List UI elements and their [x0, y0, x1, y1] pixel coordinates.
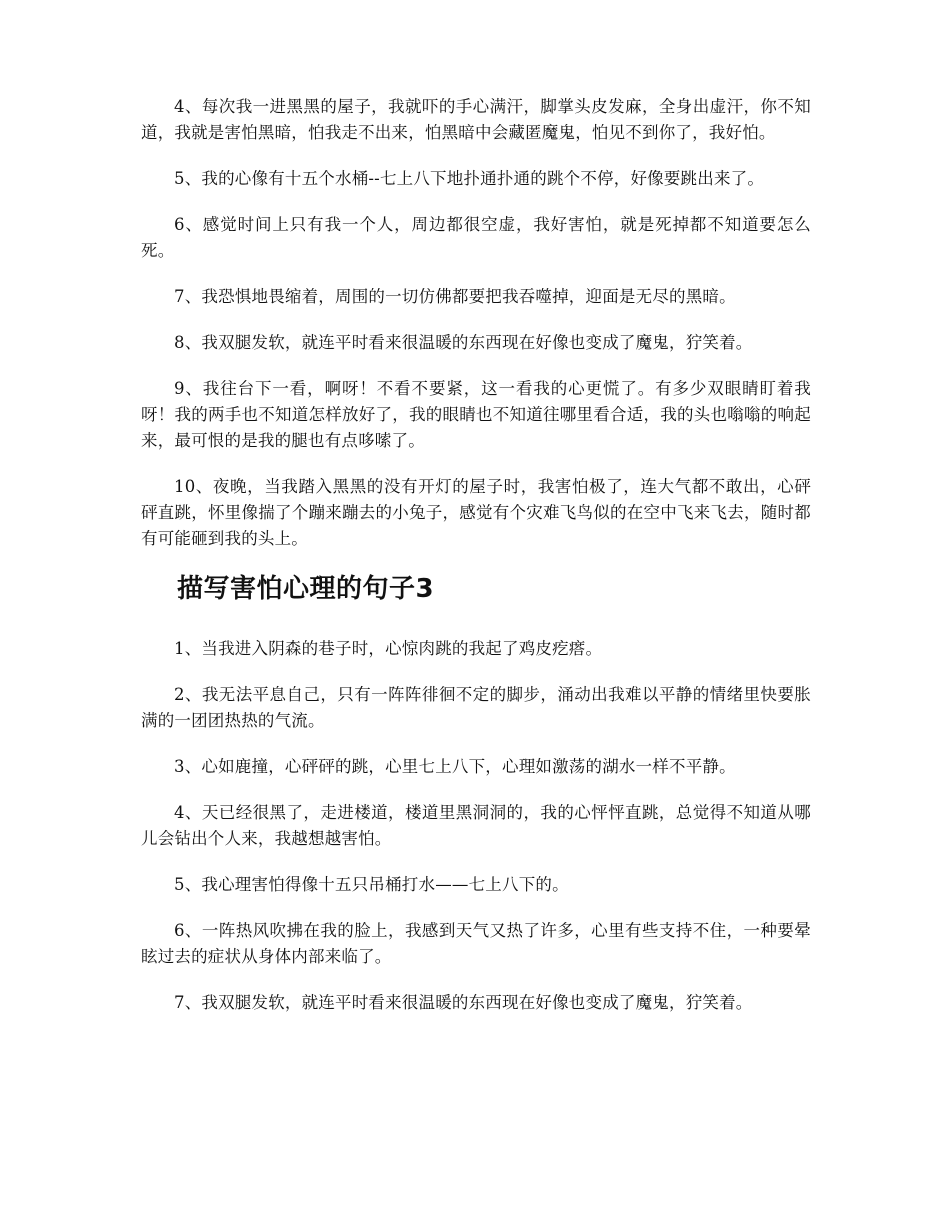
paragraph: 8、我双腿发软，就连平时看来很温暖的东西现在好像也变成了魔鬼，狞笑着。 — [174, 333, 753, 352]
document-body — [141, 94, 811, 1036]
paragraph: 4、天已经很黑了，走进楼道，楼道里黑洞洞的，我的心怦怦直跳，总觉得不知道从哪儿会钻出个人来，我越想越害怕。 — [141, 803, 811, 848]
paragraph: 5、我心理害怕得像十五只吊桶打水——七上八下的。 — [174, 875, 569, 894]
paragraph: 1、当我进入阴森的巷子时，心惊肉跳的我起了鸡皮疙瘩。 — [174, 639, 603, 658]
paragraph: 10、夜晚，当我踏入黑黑的没有开灯的屋子时，我害怕极了，连大气都不敢出，心砰砰直跳，怀里像揣了个蹦来蹦去的小兔子，感觉有个灾难飞鸟似的在空中飞来飞去，随时都有可能砸到我的头上。 — [141, 477, 811, 548]
paragraph: 2、我无法平息自己，只有一阵阵徘徊不定的脚步，涌动出我难以平静的情绪里快要胀满的一团团热热的气流。 — [141, 685, 811, 730]
paragraph: 7、我恐惧地畏缩着，周围的一切仿佛都要把我吞噬掉，迎面是无尽的黑暗。 — [174, 287, 736, 306]
paragraph: 3、心如鹿撞，心砰砰的跳，心里七上八下，心理如激荡的湖水一样不平静。 — [174, 757, 736, 776]
section-heading: 描写害怕心理的句子3 — [177, 574, 435, 604]
paragraph: 5、我的心像有十五个水桶--七上八下地扑通扑通的跳个不停，好像要跳出来了。 — [174, 169, 765, 188]
paragraph: 6、感觉时间上只有我一个人，周边都很空虚，我好害怕，就是死掉都不知道要怎么死。 — [141, 215, 811, 260]
paragraph: 7、我双腿发软，就连平时看来很温暖的东西现在好像也变成了魔鬼，狞笑着。 — [174, 993, 753, 1012]
paragraph: 9、我往台下一看，啊呀！不看不要紧，这一看我的心更慌了。有多少双眼睛盯着我呀！我的两手也不知道怎样放好了，我的眼睛也不知道往哪里看合适，我的头也嗡嗡的响起来，最可恨的是我的腿也有点哆嗦了。 — [141, 379, 811, 450]
paragraph: 4、每次我一进黑黑的屋子，我就吓的手心满汗，脚掌头皮发麻，全身出虚汗，你不知道，我就是害怕黑暗，怕我走不出来，怕黑暗中会藏匿魔鬼，怕见不到你了，我好怕。 — [141, 97, 811, 142]
paragraph: 6、一阵热风吹拂在我的脸上，我感到天气又热了许多，心里有些支持不住，一种要晕眩过去的症状从身体内部来临了。 — [141, 921, 811, 966]
